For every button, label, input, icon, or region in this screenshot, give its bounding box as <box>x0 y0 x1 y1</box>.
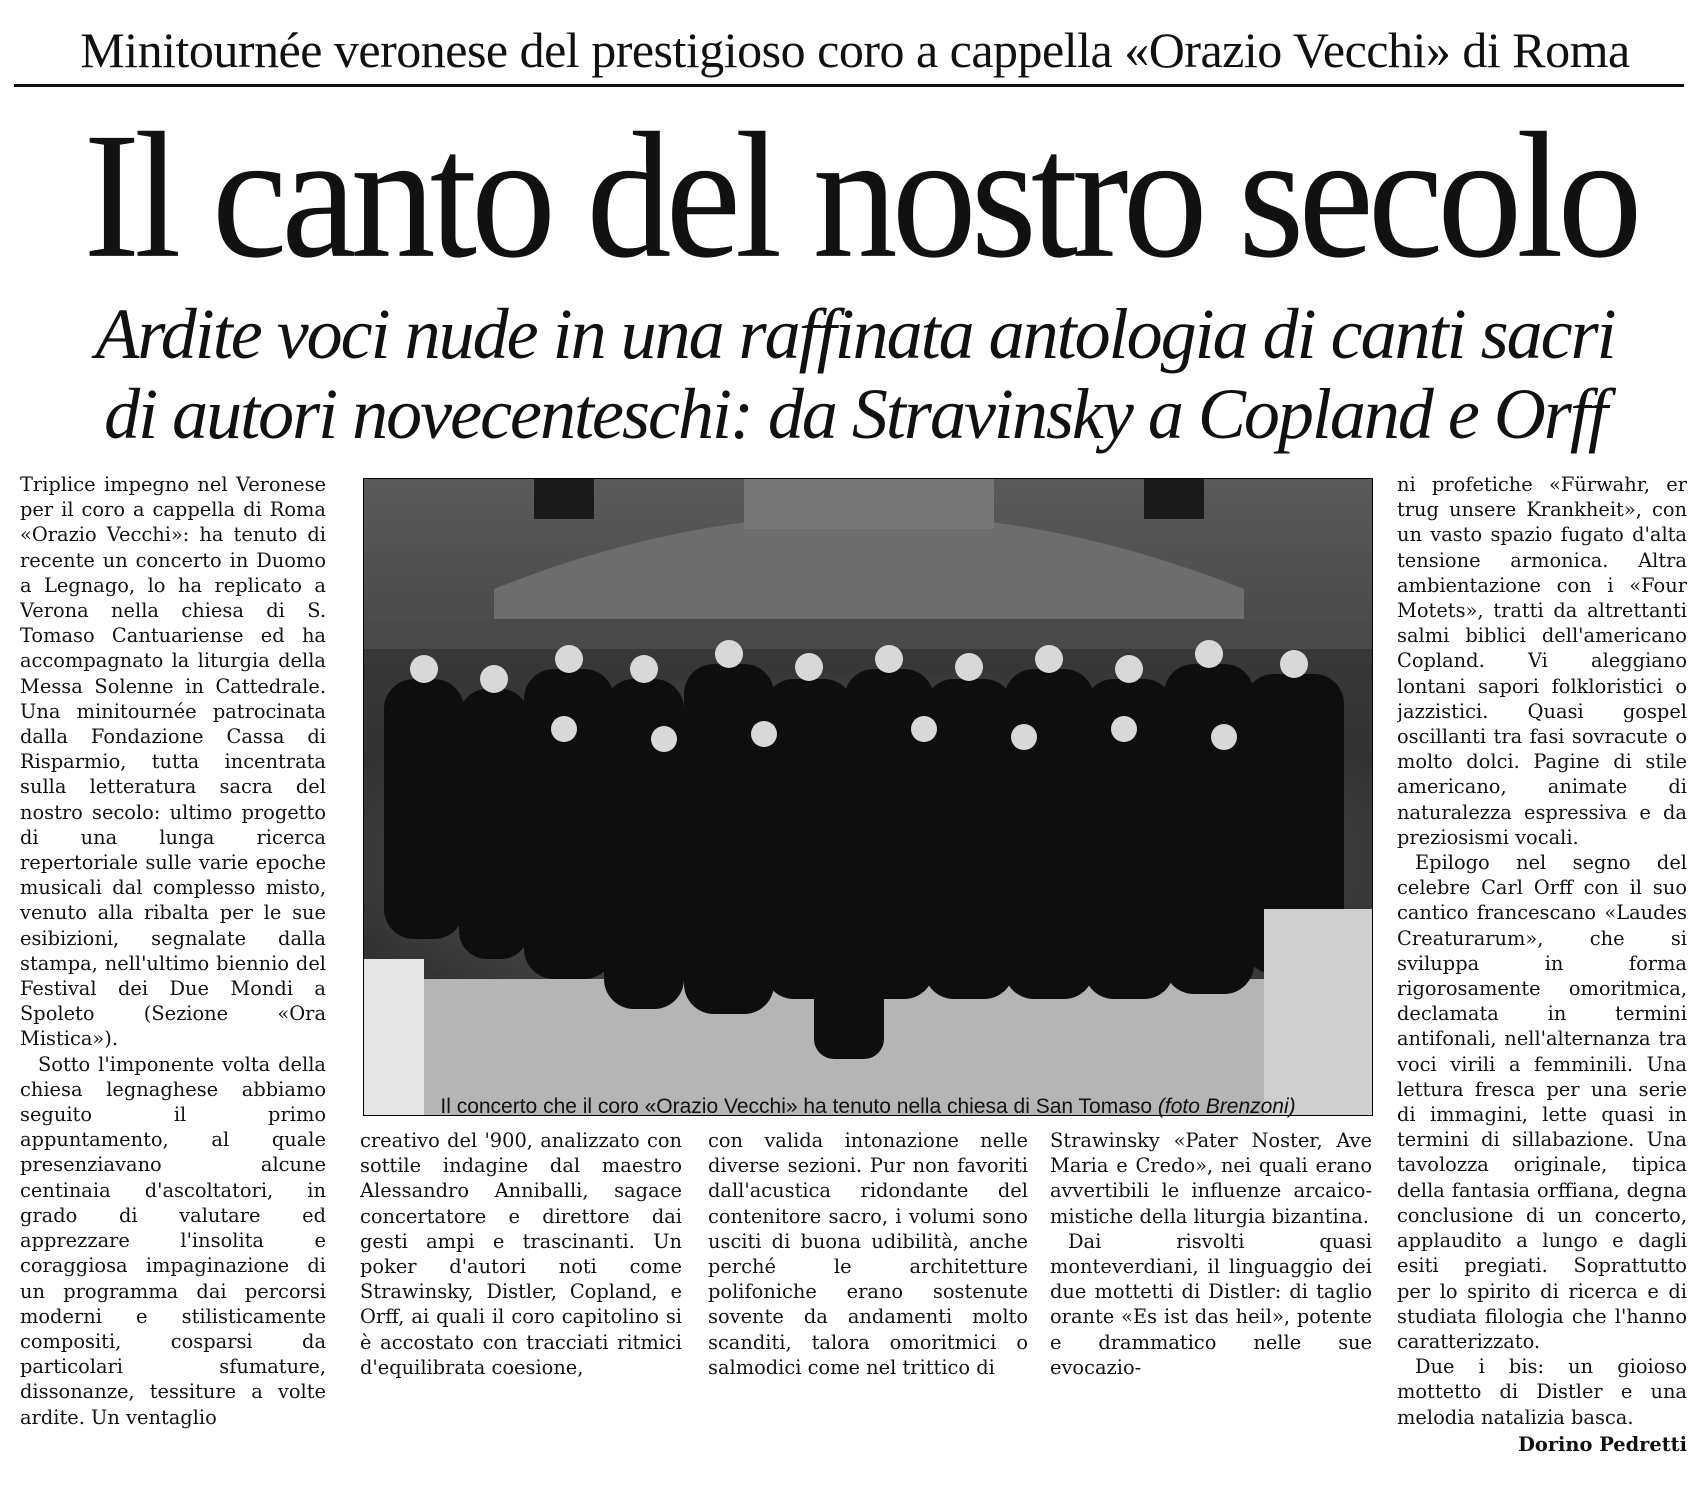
body-paragraph: Sotto l'imponente volta della chiesa legnaghese abbiamo seguito il primo appuntamento, al quale presenziavano alcune centinaia d'ascoltatori, in grado di valutare ed apprezzare l'insolita e coraggiosa impaginazione di un programma dai percorsi moderni e stilisticamente compositi, cosparsi da particolari sfumature, dissonanze, tessiture a volte ardite. Un ventaglio <box>20 1052 326 1429</box>
body-column-2 <box>360 1128 682 1488</box>
body-paragraph: creativo del '900, analizzato con sottile indagine dal maestro Alessandro Anniballi, sagace concertatore e direttore dai gesti ampi e trascinanti. Un poker d'autori noti come Strawinsky, Distler, Copland, e Orff, ai quali il coro capitolino si è accostato con tracciati ritmici d'equilibrata coesione, <box>360 1129 682 1379</box>
kicker: Minitournée veronese del prestigioso coro a cappella «Orazio Vecchi» di Roma <box>80 22 1630 78</box>
body-paragraph: con valida intonazione nelle diverse sezioni. Pur non favoriti dall'acustica ridondante del contenitore sacro, i volumi sono usciti di buona udibilità, anche perché le architetture polifoniche erano sostenute sovente da andamenti molto scanditi, talora omoritmici o salmodici come nel trittico di <box>708 1129 1028 1379</box>
body-paragraph: Dai risvolti quasi monteverdiani, il linguaggio dei due mottetti di Distler: di taglio orante «Es ist das heil», potente e drammatico nelle sue evocazio- <box>1050 1229 1372 1379</box>
body-column-1 <box>20 472 326 1487</box>
body-column-4 <box>1050 1128 1372 1488</box>
body-column-3 <box>708 1128 1028 1488</box>
body-paragraph: Triplice impegno nel Veronese per il coro a cappella di Roma «Orazio Vecchi»: ha tenuto di recente un concerto in Duomo a Legnago, lo ha replicato a Verona nella chiesa di S. Tomaso Cantuariense ed ha accompagnato la liturgia della Messa Solenne in Cattedrale. Una minitournée patrocinata dalla Fondazione Cassa di Risparmio, tutta incentrata sulla letteratura sacra del nostro secolo: ultimo progetto di una lunga ricerca repertoriale sulle varie epoche musicali dal complesso misto, venuto alla ribalta per le sue esibizioni, segnalate dalla stampa, nell'ultimo biennio del Festival dei Due Mondi a Spoleto (Sezione «Ora Mistica»). <box>20 473 326 1051</box>
caption-text: Il concerto che il coro «Orazio Vecchi» ha tenuto nella chiesa di San Tomaso <box>440 1095 1153 1118</box>
body-paragraph: ni profetiche «Fürwahr, er trug unsere Krankheit», con un vasto spazio fugato d'alta tensione armonica. Altra ambientazione con i «Four Motets», tratti da altrettanti salmi biblici dell'americano Copland. Vi aleggiano lontani sapori folkloristici o jazzistici. Quasi gospel oscillanti tra fasi sovracute o molto dolci. Pagine di stile americano, animate di naturalezza espressiva e da preziosismi vocali. <box>1397 473 1687 849</box>
body-column-5 <box>1397 472 1687 1487</box>
subheadline-line-2: di autori novecenteschi: da Stravinsky a Copland e Orff <box>104 374 1606 454</box>
body-paragraph: Epilogo nel segno del celebre Carl Orff con il suo cantico francescano «Laudes Creaturarum», che si sviluppa in forma rigorosamente omoritmica, declamata in termini antifonali, nell'alternanza tra voci virili a femminili. Una lettura fresca per una serie di immagini, lette quasi in termini di sillabazione. Una tavolozza originale, tipica della fantasia orffiana, degna conclusione di un concerto, applaudito a lungo e dagli esiti pregiati. Soprattutto per lo spirito di ricerca e di studiata filologia che l'hanno caratterizzato. <box>1397 851 1687 1353</box>
photo-caption <box>363 1092 1373 1122</box>
body-paragraph: Due i bis: un gioioso mottetto di Distler e una melodia natalizia basca. <box>1397 1355 1687 1429</box>
subheadline-line-1: Ardite voci nude in una raffinata antologia di canti sacri <box>95 294 1615 374</box>
body-paragraph: Strawinsky «Pater Noster, Ave Maria e Credo», nei quali erano avvertibili le influenze arcaico-mistiche della liturgia bizantina. <box>1050 1129 1372 1228</box>
photo-credit: (foto Brenzoni) <box>1157 1095 1296 1118</box>
headline: Il canto del nostro secolo <box>83 95 1637 296</box>
choir-photo <box>363 478 1373 1116</box>
byline: Dorino Pedretti <box>1518 1432 1687 1456</box>
header-rule <box>14 84 1684 87</box>
